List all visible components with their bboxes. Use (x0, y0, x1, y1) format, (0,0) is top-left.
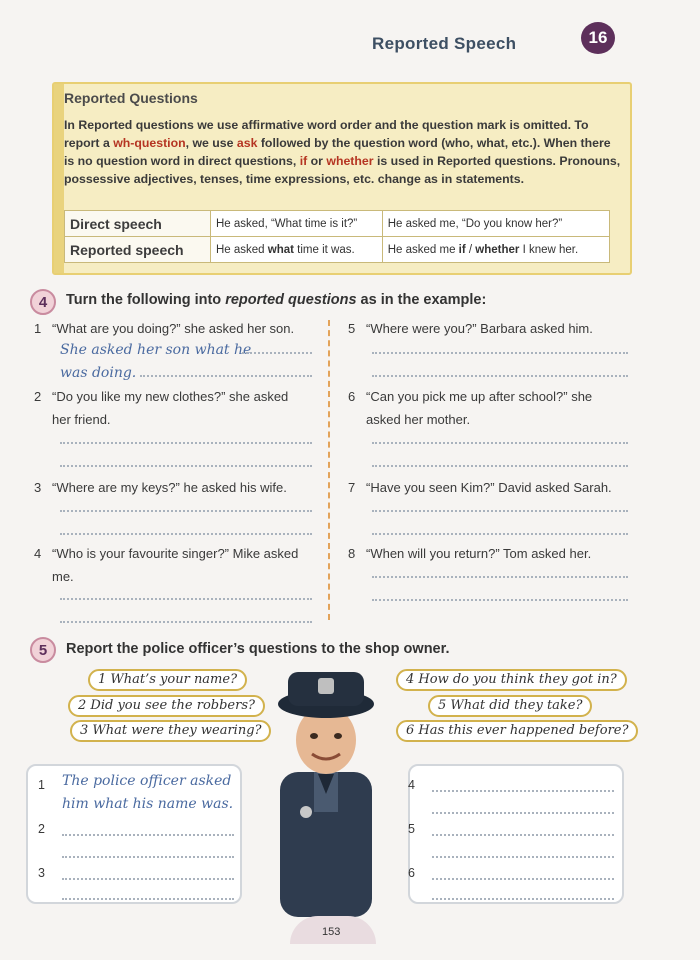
answer-line[interactable] (60, 442, 312, 444)
answer-number: 1 (38, 778, 45, 792)
answer-line[interactable] (242, 352, 312, 354)
rule-title: Reported Questions (64, 90, 198, 106)
list-item-cont: her friend. (52, 412, 111, 427)
list-item: 3 “Where are my keys?” he asked his wife. (34, 480, 287, 495)
answer-line[interactable] (372, 465, 628, 467)
speech-table (64, 210, 610, 263)
list-item-cont: asked her mother. (366, 412, 471, 427)
answer-line[interactable] (372, 533, 628, 535)
answer-line[interactable] (372, 375, 628, 377)
answer-line[interactable] (432, 878, 614, 880)
answer-line[interactable] (60, 465, 312, 467)
table-cell: He asked, “What time is it?” (211, 211, 383, 237)
speech-bubble: 1 What’s your name? (88, 669, 247, 691)
example-answer: The police officer asked (62, 773, 232, 789)
answer-line[interactable] (432, 834, 614, 836)
answer-line[interactable] (372, 352, 628, 354)
list-item: 5 “Where were you?” Barbara asked him. (348, 321, 593, 336)
answer-line[interactable] (60, 510, 312, 512)
exercise-number: 4 (30, 289, 56, 315)
table-cell: Direct speech (65, 211, 211, 237)
exercise-title: Turn the following into reported questions as in the example: (66, 292, 487, 308)
speech-bubble: 6 Has this ever happened before? (396, 720, 638, 742)
unit-badge: 16 (581, 22, 615, 54)
list-item: 7 “Have you seen Kim?” David asked Sarah. (348, 480, 612, 495)
table-cell: Reported speech (65, 237, 211, 263)
list-item: 1 “What are you doing?” she asked her son. (34, 321, 295, 336)
speech-bubble: 3 What were they wearing? (70, 720, 271, 742)
answer-line[interactable] (60, 621, 312, 623)
answer-number: 2 (38, 822, 45, 836)
example-answer: him what his name was. (62, 796, 234, 812)
answer-number: 4 (408, 778, 415, 792)
answer-number: 5 (408, 822, 415, 836)
table-cell: He asked me, “Do you know her?” (382, 211, 609, 237)
list-item-cont: me. (52, 569, 74, 584)
answer-line[interactable] (372, 599, 628, 601)
answer-line[interactable] (372, 442, 628, 444)
page-number: 153 (322, 926, 341, 938)
page-title: Reported Speech (372, 34, 517, 53)
answer-line[interactable] (432, 856, 614, 858)
exercise-number: 5 (30, 637, 56, 663)
answer-line[interactable] (372, 510, 628, 512)
answer-number: 3 (38, 866, 45, 880)
rule-stripe (54, 84, 64, 273)
answer-line[interactable] (62, 856, 234, 858)
answer-line[interactable] (62, 878, 234, 880)
speech-bubble: 4 How do you think they got in? (396, 669, 627, 691)
exercise-title: Report the police officer’s questions to the shop owner. (66, 641, 450, 657)
example-answer: was doing. (60, 365, 137, 381)
grammar-rule-box (52, 82, 632, 275)
answer-line[interactable] (432, 790, 614, 792)
rule-text: In Reported questions we use affirmative word order and the question mark is omitted. To report a wh-question, we use ask followed by the question word (who, what, etc.). When there is no question word in direct questions, if or whether is used in Reported questions. Pronouns, possessive adjectives, tenses, time expressions, etc. change as in statements. (64, 118, 621, 186)
column-divider (328, 320, 330, 620)
list-item: 8 “When will you return?” Tom asked her. (348, 546, 592, 561)
police-officer-illustration (262, 662, 390, 917)
table-row (65, 211, 610, 237)
answer-line[interactable] (372, 576, 628, 578)
answer-line[interactable] (60, 598, 312, 600)
list-item: 2 “Do you like my new clothes?” she asked (34, 389, 289, 404)
example-answer: She asked her son what he (60, 342, 252, 358)
answer-line[interactable] (60, 533, 312, 535)
answer-line[interactable] (62, 898, 234, 900)
list-item: 4 “Who is your favourite singer?” Mike asked (34, 546, 299, 561)
answer-number: 6 (408, 866, 415, 880)
answer-line[interactable] (432, 812, 614, 814)
table-row (65, 237, 610, 263)
answer-line[interactable] (432, 898, 614, 900)
table-cell: He asked what time it was. (211, 237, 383, 263)
answer-line[interactable] (140, 375, 312, 377)
list-item: 6 “Can you pick me up after school?” she (348, 389, 593, 404)
speech-bubble: 2 Did you see the robbers? (68, 695, 265, 717)
speech-bubble: 5 What did they take? (428, 695, 592, 717)
answer-line[interactable] (62, 834, 234, 836)
table-cell: He asked me if / whether I knew her. (382, 237, 609, 263)
